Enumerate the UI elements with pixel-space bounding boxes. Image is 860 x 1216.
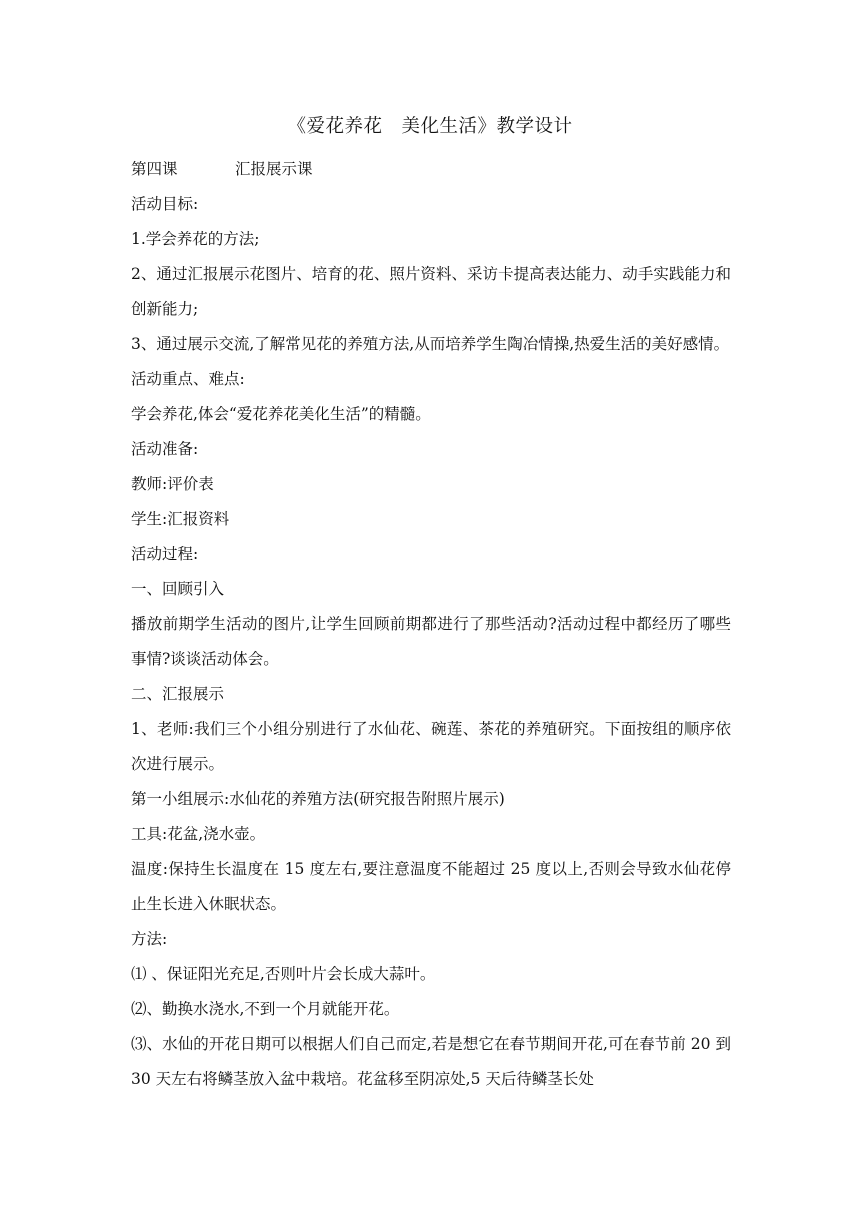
method-item-2: ⑵、勤换水浇水,不到一个月就能开花。 xyxy=(131,1000,400,1018)
document-body xyxy=(131,152,731,1097)
method-label: 方法: xyxy=(131,930,168,948)
goal-item-1: 1.学会养花的方法; xyxy=(131,230,260,248)
goal-item-3: 3、通过展示交流,了解常见花的养殖方法,从而培养学生陶冶情操,热爱生活的美好感情。 xyxy=(131,335,730,353)
preparation-teacher: 教师:评价表 xyxy=(131,475,214,493)
lesson-heading xyxy=(131,152,731,187)
section-label-key-points: 活动重点、难点: xyxy=(131,370,245,388)
process-step-1-heading: 一、回顾引入 xyxy=(131,580,225,598)
preparation-student: 学生:汇报资料 xyxy=(131,510,230,528)
process-step-1-text: 播放前期学生活动的图片,让学生回顾前期都进行了那些活动?活动过程中都经历了哪些事情?谈谈活动体会。 xyxy=(131,615,731,668)
section-label-preparation: 活动准备: xyxy=(131,440,199,458)
process-step-2-heading: 二、汇报展示 xyxy=(131,685,225,703)
temperature-text: 温度:保持生长温度在 15 度左右,要注意温度不能超过 25 度以上,否则会导致水仙花停止生长进入休眠状态。 xyxy=(131,860,731,913)
tools-text: 工具:花盆,浇水壶。 xyxy=(131,825,266,843)
section-label-process: 活动过程: xyxy=(131,545,199,563)
group-1-heading: 第一小组展示:水仙花的养殖方法(研究报告附照片展示) xyxy=(131,790,505,808)
method-item-3: ⑶、水仙的开花日期可以根据人们自己而定,若是想它在春节期间开花,可在春节前 20 到 30 天左右将鳞茎放入盆中栽培。花盆移至阴凉处,5 天后待鳞茎长处 xyxy=(131,1035,731,1088)
document-title: 《爱花养花 美化生活》教学设计 xyxy=(287,116,573,137)
lesson-number: 第四课 xyxy=(131,160,178,178)
section-label-goals: 活动目标: xyxy=(131,195,199,213)
key-points-text: 学会养花,体会“爱花养花美化生活”的精髓。 xyxy=(131,405,431,423)
goal-item-2: 2、通过汇报展示花图片、培育的花、照片资料、采访卡提高表达能力、动手实践能力和创新能力; xyxy=(131,265,731,318)
lesson-name: 汇报展示课 xyxy=(235,160,313,178)
method-item-1: ⑴ 、保证阳光充足,否则叶片会长成大蒜叶。 xyxy=(131,965,436,983)
teacher-instruction: 1、老师:我们三个小组分别进行了水仙花、碗莲、茶花的养殖研究。下面按组的顺序依次进行展示。 xyxy=(131,720,731,773)
